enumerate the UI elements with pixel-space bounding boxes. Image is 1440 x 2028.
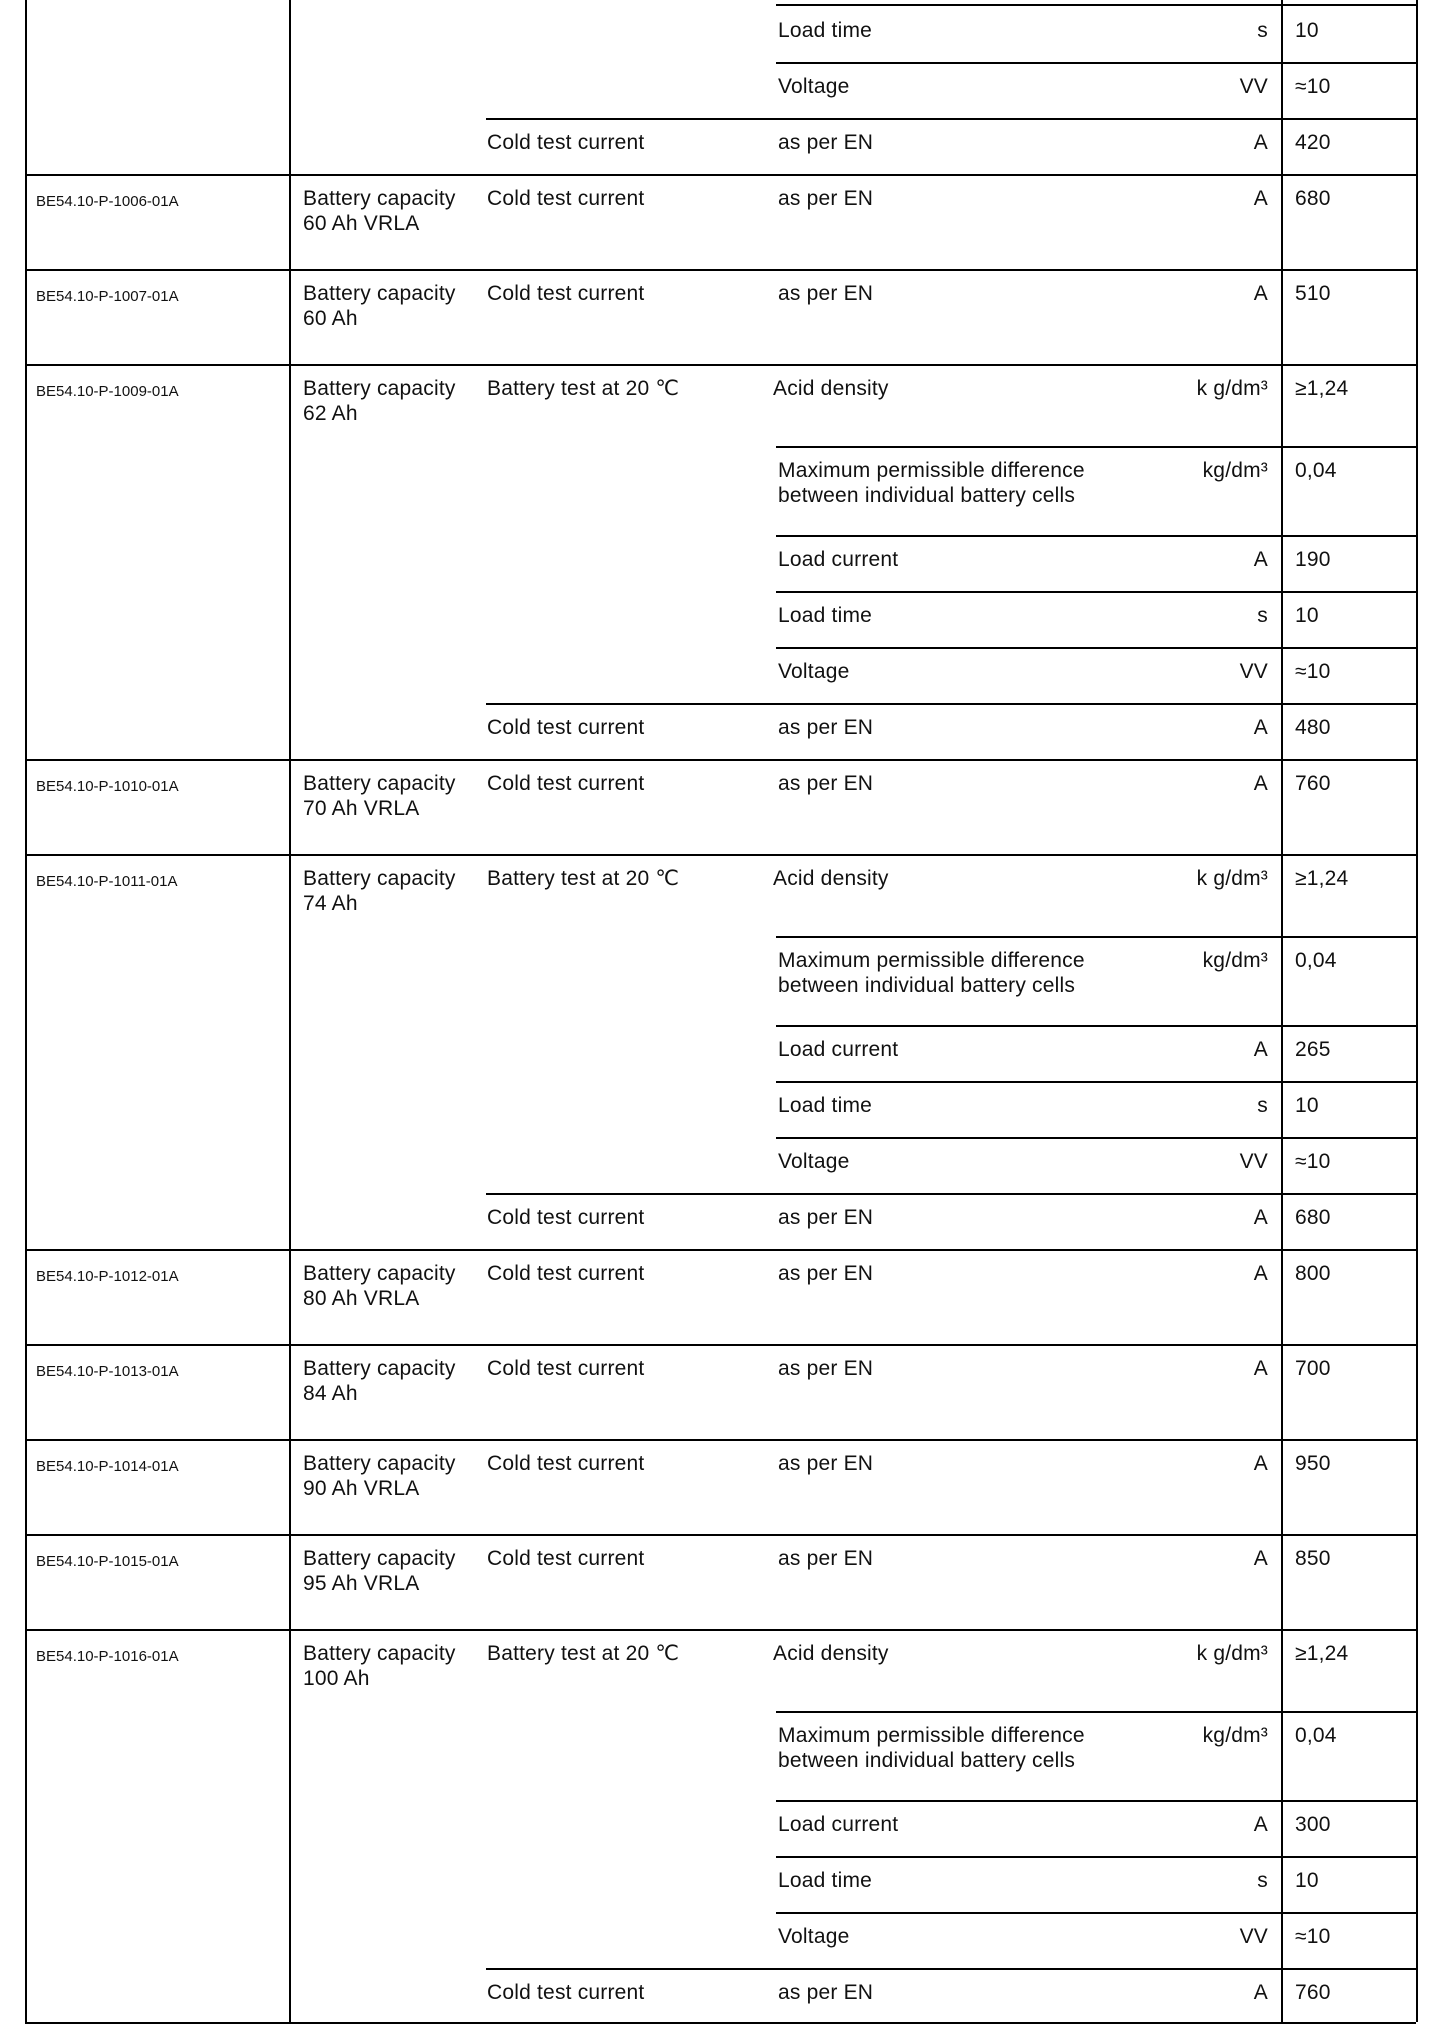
test-name: Cold test current bbox=[487, 1452, 645, 1475]
parameter-label: as per EN bbox=[778, 1262, 874, 1285]
parameter-label: as per EN bbox=[778, 1357, 874, 1380]
test-name: Cold test current bbox=[487, 1262, 645, 1285]
parameter-label: as per EN bbox=[778, 1981, 874, 2004]
item-separator bbox=[776, 1856, 1416, 1858]
parameter-value: 0,04 bbox=[1295, 459, 1337, 482]
item-description-line: 70 Ah VRLA bbox=[303, 797, 420, 820]
item-separator bbox=[776, 4, 1416, 6]
test-name: Cold test current bbox=[487, 716, 645, 739]
parameter-label: Load current bbox=[778, 1038, 899, 1061]
unit: k g/dm³ bbox=[1196, 377, 1268, 400]
sub-row-separator bbox=[486, 118, 1416, 120]
row-separator bbox=[25, 1249, 1416, 1251]
row-separator bbox=[25, 364, 1416, 366]
item-separator bbox=[776, 1081, 1416, 1083]
item-code: BE54.10-P-1011-01A bbox=[36, 873, 178, 890]
item-description-line: Battery capacity bbox=[303, 377, 456, 400]
parameter-label: Acid density bbox=[773, 867, 889, 890]
test-name: Cold test current bbox=[487, 1981, 645, 2004]
table-left-border bbox=[25, 0, 27, 2022]
parameter-value: 850 bbox=[1295, 1547, 1331, 1570]
parameter-label: between individual battery cells bbox=[778, 484, 1076, 507]
row-separator bbox=[25, 1534, 1416, 1536]
parameter-label: Voltage bbox=[778, 1150, 850, 1173]
item-code: BE54.10-P-1015-01A bbox=[36, 1553, 179, 1570]
parameter-label: as per EN bbox=[778, 131, 874, 154]
item-separator bbox=[776, 1025, 1416, 1027]
parameter-value: 10 bbox=[1295, 1094, 1319, 1117]
unit: A bbox=[1253, 1813, 1268, 1836]
test-name: Cold test current bbox=[487, 282, 645, 305]
parameter-value: ≈10 bbox=[1295, 1150, 1331, 1173]
item-separator bbox=[776, 647, 1416, 649]
item-description-line: 84 Ah bbox=[303, 1382, 358, 1405]
parameter-value: 420 bbox=[1295, 131, 1331, 154]
item-description-line: Battery capacity bbox=[303, 282, 456, 305]
parameter-value: ≈10 bbox=[1295, 1925, 1331, 1948]
test-name: Cold test current bbox=[487, 131, 645, 154]
unit: s bbox=[1257, 1094, 1268, 1117]
unit: kg/dm³ bbox=[1202, 459, 1268, 482]
item-separator bbox=[776, 1800, 1416, 1802]
parameter-value: ≈10 bbox=[1295, 660, 1331, 683]
item-description-line: Battery capacity bbox=[303, 1547, 456, 1570]
row-separator bbox=[25, 854, 1416, 856]
item-code: BE54.10-P-1007-01A bbox=[36, 288, 179, 305]
item-description-line: 100 Ah bbox=[303, 1667, 370, 1690]
item-code: BE54.10-P-1009-01A bbox=[36, 383, 179, 400]
unit: A bbox=[1253, 1357, 1268, 1380]
item-code: BE54.10-P-1016-01A bbox=[36, 1648, 179, 1665]
column-rule-description bbox=[289, 0, 291, 2022]
parameter-value: 510 bbox=[1295, 282, 1331, 305]
item-separator bbox=[776, 535, 1416, 537]
row-separator bbox=[25, 174, 1416, 176]
test-name: Cold test current bbox=[487, 1357, 645, 1380]
row-separator bbox=[25, 1439, 1416, 1441]
parameter-label: as per EN bbox=[778, 716, 874, 739]
item-code: BE54.10-P-1012-01A bbox=[36, 1268, 179, 1285]
item-separator bbox=[776, 936, 1416, 938]
unit: A bbox=[1253, 1452, 1268, 1475]
unit: VV bbox=[1239, 660, 1268, 683]
item-description-line: 60 Ah VRLA bbox=[303, 212, 420, 235]
unit: A bbox=[1253, 1981, 1268, 2004]
parameter-label: Voltage bbox=[778, 1925, 850, 1948]
unit: kg/dm³ bbox=[1202, 949, 1268, 972]
item-description-line: 95 Ah VRLA bbox=[303, 1572, 420, 1595]
parameter-label: Load time bbox=[778, 1094, 873, 1117]
unit: A bbox=[1253, 1547, 1268, 1570]
parameter-label: Load current bbox=[778, 1813, 899, 1836]
parameter-label: Load time bbox=[778, 604, 873, 627]
unit: kg/dm³ bbox=[1202, 1724, 1268, 1747]
unit: s bbox=[1257, 604, 1268, 627]
parameter-label: Maximum permissible difference bbox=[778, 459, 1085, 482]
parameter-value: 950 bbox=[1295, 1452, 1331, 1475]
test-name: Cold test current bbox=[487, 772, 645, 795]
unit: VV bbox=[1239, 75, 1268, 98]
parameter-label: Load current bbox=[778, 548, 899, 571]
item-description-line: Battery capacity bbox=[303, 1262, 456, 1285]
parameter-value: 700 bbox=[1295, 1357, 1331, 1380]
item-code: BE54.10-P-1006-01A bbox=[36, 193, 179, 210]
parameter-label: as per EN bbox=[778, 1206, 874, 1229]
parameter-label: as per EN bbox=[778, 772, 874, 795]
item-separator bbox=[776, 1137, 1416, 1139]
item-description-line: 62 Ah bbox=[303, 402, 358, 425]
parameter-value: 800 bbox=[1295, 1262, 1331, 1285]
parameter-value: 10 bbox=[1295, 19, 1319, 42]
item-separator bbox=[776, 1711, 1416, 1713]
unit: A bbox=[1253, 1262, 1268, 1285]
item-description-line: 90 Ah VRLA bbox=[303, 1477, 420, 1500]
parameter-label: between individual battery cells bbox=[778, 974, 1076, 997]
unit: A bbox=[1253, 716, 1268, 739]
parameter-value: ≥1,24 bbox=[1295, 867, 1349, 890]
item-code: BE54.10-P-1014-01A bbox=[36, 1458, 179, 1475]
parameter-value: 10 bbox=[1295, 604, 1319, 627]
parameter-value: ≈10 bbox=[1295, 75, 1331, 98]
parameter-value: ≥1,24 bbox=[1295, 377, 1349, 400]
parameter-label: as per EN bbox=[778, 187, 874, 210]
parameter-label: Maximum permissible difference bbox=[778, 1724, 1085, 1747]
unit: A bbox=[1253, 548, 1268, 571]
parameter-value: 760 bbox=[1295, 1981, 1331, 2004]
item-separator bbox=[776, 446, 1416, 448]
row-separator bbox=[25, 1344, 1416, 1346]
test-name: Battery test at 20 ℃ bbox=[487, 867, 680, 890]
parameter-value: 190 bbox=[1295, 548, 1331, 571]
parameter-value: ≥1,24 bbox=[1295, 1642, 1349, 1665]
parameter-value: 0,04 bbox=[1295, 1724, 1337, 1747]
test-name: Cold test current bbox=[487, 1206, 645, 1229]
unit: VV bbox=[1239, 1925, 1268, 1948]
item-description-line: Battery capacity bbox=[303, 867, 456, 890]
parameter-label: Voltage bbox=[778, 75, 850, 98]
item-description-line: Battery capacity bbox=[303, 187, 456, 210]
sub-row-separator bbox=[486, 1193, 1416, 1195]
item-separator bbox=[776, 591, 1416, 593]
table-bottom-border bbox=[25, 2022, 1416, 2024]
sub-row-separator bbox=[486, 703, 1416, 705]
parameter-label: as per EN bbox=[778, 282, 874, 305]
parameter-label: Maximum permissible difference bbox=[778, 949, 1085, 972]
parameter-value: 0,04 bbox=[1295, 949, 1337, 972]
parameter-value: 480 bbox=[1295, 716, 1331, 739]
test-name: Cold test current bbox=[487, 1547, 645, 1570]
parameter-value: 680 bbox=[1295, 187, 1331, 210]
item-description-line: Battery capacity bbox=[303, 1357, 456, 1380]
parameter-label: Load time bbox=[778, 1869, 873, 1892]
parameter-label: Acid density bbox=[773, 1642, 889, 1665]
item-description-line: Battery capacity bbox=[303, 1642, 456, 1665]
unit: k g/dm³ bbox=[1196, 867, 1268, 890]
item-code: BE54.10-P-1010-01A bbox=[36, 778, 179, 795]
unit: k g/dm³ bbox=[1196, 1642, 1268, 1665]
unit: s bbox=[1257, 19, 1268, 42]
item-description-line: 74 Ah bbox=[303, 892, 358, 915]
column-rule-value bbox=[1281, 0, 1283, 2022]
item-separator bbox=[776, 62, 1416, 64]
unit: A bbox=[1253, 131, 1268, 154]
parameter-value: 300 bbox=[1295, 1813, 1331, 1836]
row-separator bbox=[25, 759, 1416, 761]
parameter-value: 760 bbox=[1295, 772, 1331, 795]
item-description-line: 60 Ah bbox=[303, 307, 358, 330]
test-name: Battery test at 20 ℃ bbox=[487, 377, 680, 400]
test-name: Cold test current bbox=[487, 187, 645, 210]
parameter-value: 680 bbox=[1295, 1206, 1331, 1229]
unit: s bbox=[1257, 1869, 1268, 1892]
test-name: Battery test at 20 ℃ bbox=[487, 1642, 680, 1665]
parameter-label: Voltage bbox=[778, 660, 850, 683]
parameter-label: as per EN bbox=[778, 1547, 874, 1570]
parameter-value: 265 bbox=[1295, 1038, 1331, 1061]
unit: A bbox=[1253, 1206, 1268, 1229]
unit: VV bbox=[1239, 1150, 1268, 1173]
item-description-line: 80 Ah VRLA bbox=[303, 1287, 420, 1310]
parameter-label: Load time bbox=[778, 19, 873, 42]
unit: A bbox=[1253, 187, 1268, 210]
parameter-label: Acid density bbox=[773, 377, 889, 400]
item-separator bbox=[776, 1912, 1416, 1914]
parameter-label: as per EN bbox=[778, 1452, 874, 1475]
row-separator bbox=[25, 269, 1416, 271]
table-right-border bbox=[1416, 0, 1418, 2022]
item-description-line: Battery capacity bbox=[303, 1452, 456, 1475]
row-separator bbox=[25, 1629, 1416, 1631]
unit: A bbox=[1253, 772, 1268, 795]
sub-row-separator bbox=[486, 1968, 1416, 1970]
unit: A bbox=[1253, 1038, 1268, 1061]
item-code: BE54.10-P-1013-01A bbox=[36, 1363, 179, 1380]
parameter-label: between individual battery cells bbox=[778, 1749, 1076, 1772]
parameter-value: 10 bbox=[1295, 1869, 1319, 1892]
unit: A bbox=[1253, 282, 1268, 305]
item-description-line: Battery capacity bbox=[303, 772, 456, 795]
